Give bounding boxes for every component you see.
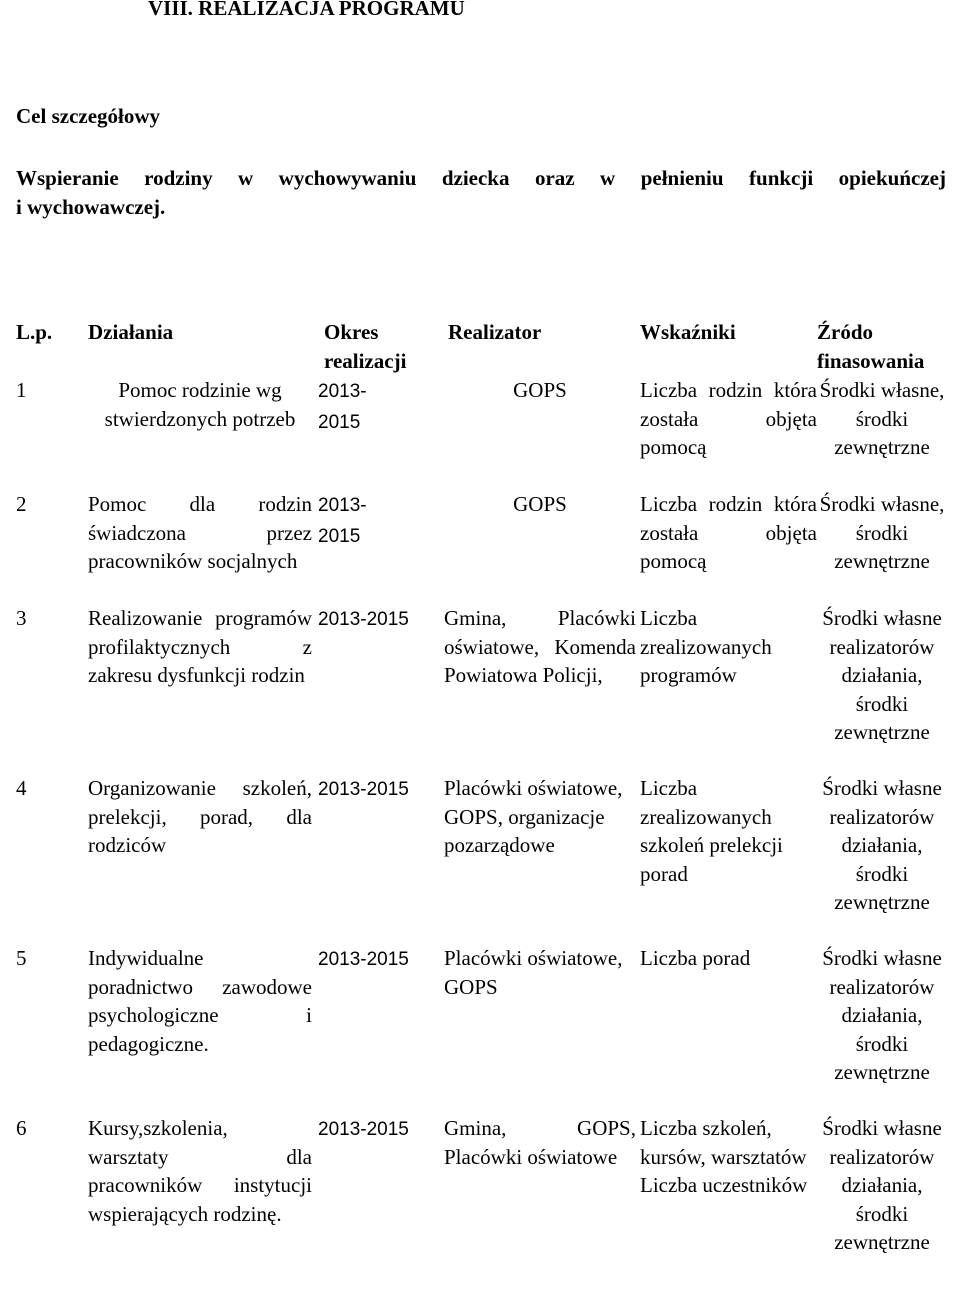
- header-source-line2: finasowania: [817, 348, 925, 373]
- row-number: 4: [16, 776, 27, 800]
- row-number: 2: [16, 492, 27, 516]
- row-period: [318, 1114, 444, 1284]
- row-period: [318, 774, 444, 944]
- row-source-text: Środki własne, środki zewnętrzne: [819, 378, 945, 459]
- row-source-text: Środki własne, środki zewnętrzne: [819, 492, 945, 573]
- row-action-text: Pomoc dla rodzin świadczona przez pracowników socjalnych: [88, 492, 312, 573]
- row-number: 3: [16, 606, 27, 630]
- header-period: [318, 318, 444, 376]
- row-action-text: Kursy,szkolenia, warsztaty dla pracowników instytucji wspierających rodzinę.: [88, 1116, 312, 1226]
- row-source: [817, 944, 947, 1114]
- row-period-line1: 2013-: [318, 495, 367, 516]
- header-indicators: Wskaźniki: [640, 320, 736, 344]
- row-period-line2: 2015: [318, 411, 361, 433]
- row-action-text: Pomoc rodzinie wg stwierdzonych potrzeb: [104, 378, 296, 431]
- row-indicator-text: Liczba rodzin która została objęta pomocą: [640, 492, 817, 573]
- row-realizer: [444, 944, 640, 1114]
- row-period: [318, 944, 444, 1114]
- row-number: 1: [16, 378, 27, 402]
- goal-text: [16, 164, 946, 221]
- table-row: [14, 774, 947, 944]
- row-indicator-text: Liczba rodzin która została objęta pomocą: [640, 378, 817, 459]
- row-realizer: [444, 774, 640, 944]
- row-action-text: Indywidualne poradnictwo zawodowe psychologiczne i pedagogiczne.: [88, 946, 312, 1056]
- row-period-text: 2013-2015: [318, 1119, 409, 1140]
- row-indicator-text: Liczba porad: [640, 946, 751, 970]
- program-table: [14, 318, 947, 1284]
- table-header-row: [14, 318, 947, 376]
- section-title: VIII. REALIZACJA PROGRAMU: [148, 0, 465, 20]
- row-period-text: 2013-2015: [318, 609, 409, 630]
- header-period-line1: Okres: [324, 320, 379, 344]
- row-indicator: [640, 944, 817, 1114]
- row-realizer: [444, 490, 640, 604]
- table-row: [14, 944, 947, 1114]
- row-period: [318, 376, 444, 490]
- table-row: [14, 1114, 947, 1284]
- row-action: [88, 490, 318, 604]
- goal-line-2: i wychowawczej.: [16, 194, 166, 219]
- row-number: 5: [16, 946, 27, 970]
- row-realizer: [444, 376, 640, 490]
- header-source: [817, 318, 947, 376]
- row-indicator-text: Liczba szkoleń, kursów, warsztatów Liczba uczestników: [640, 1116, 808, 1197]
- goal-line-1: Wspieranie rodziny w wychowywaniu dziecka oraz w pełnieniu funkcji opiekuńczej: [16, 166, 946, 190]
- row-indicator: [640, 774, 817, 944]
- row-source: [817, 490, 947, 604]
- row-period-text: 2013-2015: [318, 949, 409, 970]
- row-indicator-text: Liczba zrealizowanych szkoleń prelekcji porad: [640, 776, 783, 886]
- row-period-line1: 2013-: [318, 381, 367, 402]
- row-indicator: [640, 604, 817, 774]
- row-realizer-text: Placówki oświatowe, GOPS, organizacje pozarządowe: [444, 776, 623, 857]
- row-period-line2: 2015: [318, 525, 361, 547]
- row-action: [88, 774, 318, 944]
- row-action: [88, 604, 318, 774]
- row-indicator: [640, 490, 817, 604]
- row-realizer-text: Placówki oświatowe, GOPS: [444, 946, 623, 999]
- row-source-text: Środki własne realizatorów działania, środki zewnętrzne: [822, 946, 942, 1084]
- header-realizer: Realizator: [448, 320, 542, 344]
- row-period: [318, 490, 444, 604]
- header-lp: L.p.: [16, 320, 53, 344]
- row-realizer: [444, 604, 640, 774]
- row-realizer: [444, 1114, 640, 1284]
- row-action: [88, 1114, 318, 1284]
- row-number: 6: [16, 1116, 27, 1140]
- row-realizer-text: Gmina, Placówki oświatowe, Komenda Powiatowa Policji,: [444, 606, 636, 687]
- subtitle: Cel szczegółowy: [16, 104, 161, 128]
- row-period-text: 2013-2015: [318, 779, 409, 800]
- row-action-text: Organizowanie szkoleń, prelekcji, porad, dla rodziców: [88, 776, 312, 857]
- row-source: [817, 1114, 947, 1284]
- table-row: [14, 604, 947, 774]
- row-source-text: Środki własne realizatorów działania, środki zewnętrzne: [822, 1116, 942, 1254]
- header-period-line2: realizacji: [324, 348, 407, 373]
- row-indicator: [640, 1114, 817, 1284]
- row-action: [88, 944, 318, 1114]
- row-source: [817, 376, 947, 490]
- row-action: [88, 376, 318, 490]
- row-source: [817, 604, 947, 774]
- row-action-text: Realizowanie programów profilaktycznych z zakresu dysfunkcji rodzin: [88, 606, 312, 687]
- table-row: [14, 490, 947, 604]
- row-source-text: Środki własne realizatorów działania, środki zewnętrzne: [822, 776, 942, 914]
- header-actions: Działania: [88, 320, 174, 344]
- row-indicator-text: Liczba zrealizowanych programów: [640, 606, 772, 687]
- row-period: [318, 604, 444, 774]
- row-realizer-text: Gmina, GOPS, Placówki oświatowe: [444, 1116, 636, 1169]
- row-realizer-text: GOPS: [513, 492, 567, 516]
- row-indicator: [640, 376, 817, 490]
- row-source-text: Środki własne realizatorów działania, środki zewnętrzne: [822, 606, 942, 744]
- row-source: [817, 774, 947, 944]
- header-source-line1: Źródo: [817, 320, 874, 344]
- table-row: [14, 376, 947, 490]
- row-realizer-text: GOPS: [513, 378, 567, 402]
